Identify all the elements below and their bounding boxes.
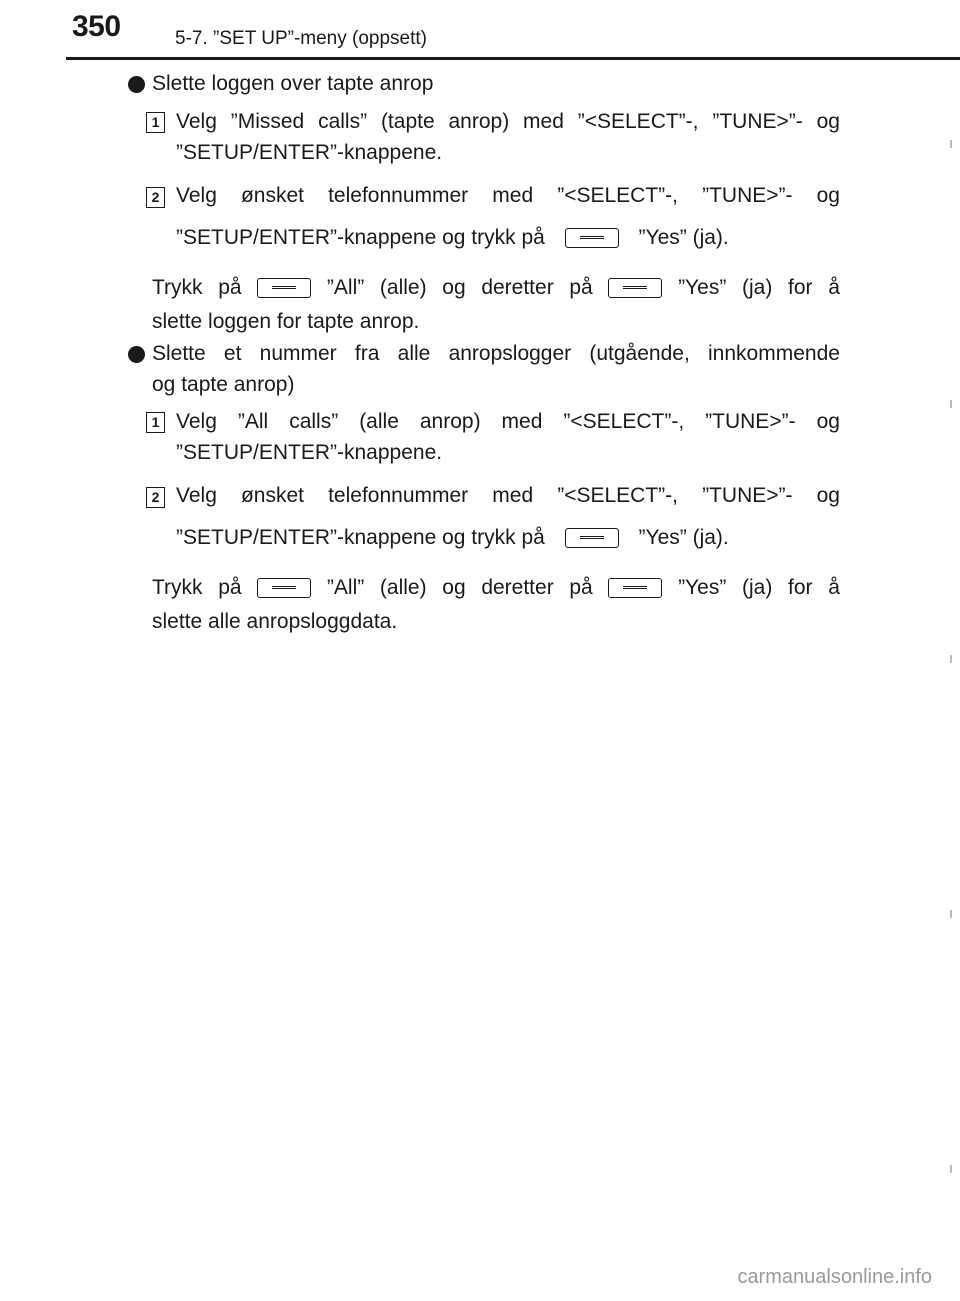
word: og bbox=[816, 184, 840, 207]
word: (tapte bbox=[380, 110, 435, 133]
word: (alle) bbox=[379, 276, 427, 299]
word: fra bbox=[354, 342, 380, 365]
word: Velg bbox=[176, 110, 217, 133]
word: ønsket bbox=[240, 184, 304, 207]
menu-button-icon bbox=[257, 278, 311, 298]
word: telefonnummer bbox=[328, 484, 469, 507]
word: calls” bbox=[318, 110, 368, 133]
word: Slette bbox=[152, 342, 206, 365]
word: (utgående, bbox=[589, 342, 690, 365]
page-number: 350 bbox=[72, 10, 121, 43]
word: ”<SELECT”-, bbox=[557, 184, 678, 207]
step-text-line bbox=[176, 226, 729, 250]
word: med bbox=[492, 184, 534, 207]
word: ”Missed bbox=[230, 110, 305, 133]
menu-button-icon bbox=[257, 578, 311, 598]
step-text-line: ”SETUP/ENTER”-knappene. bbox=[176, 141, 443, 164]
word: med bbox=[501, 410, 543, 433]
word: deretter bbox=[481, 576, 554, 599]
margin-mark bbox=[950, 1165, 952, 1173]
margin-mark bbox=[950, 140, 952, 148]
section-heading: og tapte anrop) bbox=[152, 373, 295, 396]
word: ”Yes” bbox=[678, 576, 727, 599]
note-text-line: slette alle anropsloggdata. bbox=[152, 610, 398, 633]
word: å bbox=[828, 576, 840, 599]
step-text-line bbox=[176, 484, 840, 508]
word: på bbox=[569, 276, 593, 299]
word: ”Yes” bbox=[678, 276, 727, 299]
word: og bbox=[442, 576, 466, 599]
word: ”All” bbox=[326, 576, 365, 599]
text: ”Yes” (ja). bbox=[638, 526, 729, 549]
word: ”TUNE>”- bbox=[705, 410, 796, 433]
word: ”TUNE>”- bbox=[712, 110, 803, 133]
step-text-line bbox=[176, 410, 840, 434]
word: for bbox=[788, 276, 813, 299]
menu-button-icon bbox=[608, 578, 662, 598]
menu-button-icon bbox=[608, 278, 662, 298]
word: Trykk bbox=[152, 276, 203, 299]
word: på bbox=[218, 276, 242, 299]
word: (alle bbox=[359, 410, 399, 433]
step-number-badge: 2 bbox=[146, 487, 165, 508]
word: (ja) bbox=[741, 276, 773, 299]
word: anrop) bbox=[448, 110, 510, 133]
word: og bbox=[816, 484, 840, 507]
word: et bbox=[223, 342, 242, 365]
margin-mark bbox=[950, 910, 952, 918]
text: ”Yes” (ja). bbox=[638, 226, 729, 249]
step-text-line: ”SETUP/ENTER”-knappene. bbox=[176, 441, 443, 464]
word: nummer bbox=[259, 342, 337, 365]
word: Velg bbox=[176, 184, 217, 207]
word: og bbox=[816, 410, 840, 433]
word: ”TUNE>”- bbox=[702, 184, 793, 207]
step-text-line bbox=[176, 526, 729, 550]
word: anropslogger bbox=[448, 342, 572, 365]
step-number-badge: 2 bbox=[146, 187, 165, 208]
word: med bbox=[523, 110, 564, 133]
word: og bbox=[816, 110, 840, 133]
margin-mark bbox=[950, 400, 952, 408]
menu-button-icon bbox=[565, 528, 619, 548]
word: ”<SELECT”-, bbox=[563, 410, 685, 433]
word: for bbox=[788, 576, 813, 599]
note-text-line: slette loggen for tapte anrop. bbox=[152, 310, 420, 333]
menu-button-icon bbox=[565, 228, 619, 248]
word: telefonnummer bbox=[328, 184, 469, 207]
word: innkommende bbox=[708, 342, 840, 365]
note-text-line bbox=[152, 576, 840, 600]
word: Trykk bbox=[152, 576, 203, 599]
word: på bbox=[218, 576, 242, 599]
word: Velg bbox=[176, 410, 217, 433]
word: ”All bbox=[237, 410, 269, 433]
word: ”TUNE>”- bbox=[702, 484, 793, 507]
word: og bbox=[442, 276, 466, 299]
header-rule bbox=[66, 57, 960, 60]
word: alle bbox=[397, 342, 431, 365]
word: å bbox=[828, 276, 840, 299]
word: calls” bbox=[289, 410, 339, 433]
section-heading bbox=[152, 342, 840, 366]
word: på bbox=[569, 576, 593, 599]
word: deretter bbox=[481, 276, 554, 299]
step-text-line bbox=[176, 110, 840, 134]
text: ”SETUP/ENTER”-knappene og trykk på bbox=[176, 526, 545, 549]
section-heading: Slette loggen over tapte anrop bbox=[152, 72, 434, 95]
word: ”<SELECT”-, bbox=[577, 110, 699, 133]
chapter-title: 5-7. ”SET UP”-meny (oppsett) bbox=[175, 28, 428, 49]
note-text-line bbox=[152, 276, 840, 300]
bullet-icon bbox=[128, 76, 145, 93]
word: (alle) bbox=[379, 576, 427, 599]
word: med bbox=[492, 484, 534, 507]
step-text-line bbox=[176, 184, 840, 208]
word: ”All” bbox=[326, 276, 365, 299]
step-number-badge: 1 bbox=[146, 412, 165, 433]
watermark: carmanualsonline.info bbox=[737, 1266, 932, 1288]
word: anrop) bbox=[419, 410, 481, 433]
word: Velg bbox=[176, 484, 217, 507]
word: (ja) bbox=[741, 576, 773, 599]
margin-mark bbox=[950, 655, 952, 663]
step-number-badge: 1 bbox=[146, 112, 165, 133]
word: ønsket bbox=[240, 484, 304, 507]
text: ”SETUP/ENTER”-knappene og trykk på bbox=[176, 226, 545, 249]
bullet-icon bbox=[128, 346, 145, 363]
word: ”<SELECT”-, bbox=[557, 484, 678, 507]
